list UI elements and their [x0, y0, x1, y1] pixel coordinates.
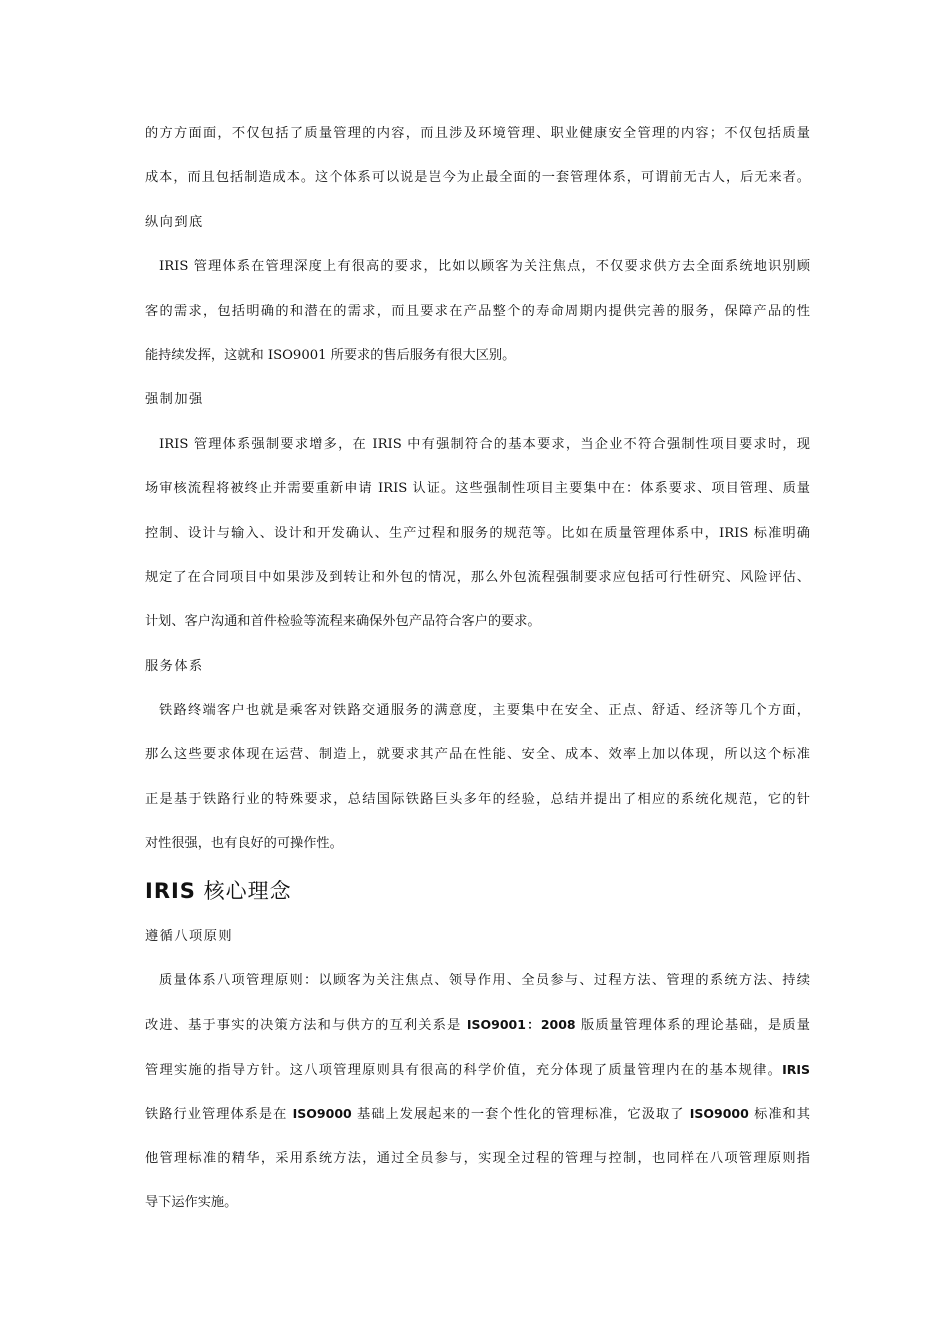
text-run: 改进、基于事实的决策方法和与供方的互利关系是 — [145, 1018, 467, 1033]
text-run: 铁路行业管理体系是在 — [145, 1107, 293, 1122]
bold-run: ISO9001：2008 — [466, 1017, 576, 1033]
section-title-vertical: 纵向到底 — [145, 214, 204, 230]
bold-run: ISO9000 — [292, 1106, 352, 1122]
section-title-service: 服务体系 — [145, 658, 204, 674]
paragraph-line: 的方方面面，不仅包括了质量管理的内容，而且涉及环境管理、职业健康安全管理的内容；不仅包括质量 — [145, 126, 810, 141]
paragraph-line: 那么这些要求体现在运营、制造上，就要求其产品在性能、安全、成本、效率上加以体现，所以这个标准 — [145, 747, 810, 763]
paragraph-line: 他管理标准的精华，采用系统方法，通过全员参与，实现全过程的管理与控制，也同样在八项管理原则指 — [145, 1150, 810, 1166]
paragraph-line: IRIS 管理体系强制要求增多，在 IRIS 中有强制符合的基本要求，当企业不符合强制性项目要求时，现 — [159, 436, 810, 452]
bold-run: ISO9000 — [689, 1106, 749, 1122]
paragraph-line: 正是基于铁路行业的特殊要求，总结国际铁路巨头多年的经验，总结并提出了相应的系统化规范，它的针 — [145, 791, 810, 807]
paragraph-line — [145, 1062, 810, 1077]
text-run: 版质量管理体系的理论基础，是质量 — [575, 1018, 810, 1033]
document-page — [145, 126, 810, 1239]
paragraph-line — [145, 1017, 810, 1032]
paragraph-line: 规定了在合同项目中如果涉及到转让和外包的情况，那么外包流程强制要求应包括可行性研究、风险评估、 — [145, 569, 810, 585]
bold-run: IRIS — [782, 1061, 810, 1077]
paragraph-line: 导下运作实施。 — [145, 1194, 238, 1210]
section-title-principles: 遵循八项原则 — [145, 928, 234, 944]
section-heading — [145, 879, 810, 903]
paragraph-line: 能持续发挥，这就和 ISO9001 所要求的售后服务有很大区别。 — [145, 347, 516, 363]
section-title-mandatory: 强制加强 — [145, 392, 204, 408]
paragraph-line: IRIS 管理体系在管理深度上有很高的要求，比如以顾客为关注焦点，不仅要求供方去全面系统地识别顾 — [159, 259, 810, 275]
paragraph-line: 客的需求，包括明确的和潜在的需求，而且要求在产品整个的寿命周期内提供完善的服务，保障产品的性 — [145, 303, 810, 319]
paragraph-line: 计划、客户沟通和首件检验等流程来确保外包产品符合客户的要求。 — [145, 614, 541, 630]
paragraph-line: 铁路终端客户也就是乘客对铁路交通服务的满意度，主要集中在安全、正点、舒适、经济等几个方面， — [159, 703, 810, 719]
text-run: 基础上发展起来的一套个性化的管理标准，它汲取了 — [351, 1107, 690, 1122]
heading-text: 核心理念 — [203, 878, 292, 903]
paragraph-line: 对性很强，也有良好的可操作性。 — [145, 836, 343, 852]
paragraph-line: 成本，而且包括制造成本。这个体系可以说是岂今为止最全面的一套管理体系，可谓前无古人，后无来者。 — [145, 170, 810, 186]
paragraph-line: 控制、设计与输入、设计和开发确认、生产过程和服务的规范等。比如在质量管理体系中，IRIS 标准明确 — [145, 525, 810, 541]
text-run: 标准和其 — [748, 1107, 810, 1122]
text-run: 管理实施的指导方针。这八项管理原则具有很高的科学价值，充分体现了质量管理内在的基本规律。 — [145, 1062, 783, 1077]
paragraph-line — [145, 1106, 810, 1121]
paragraph-line: 质量体系八项管理原则：以顾客为关注焦点、领导作用、全员参与、过程方法、管理的系统方法、持续 — [159, 973, 810, 989]
heading-latin: IRIS — [145, 878, 196, 903]
paragraph-line: 场审核流程将被终止并需要重新申请 IRIS 认证。这些强制性项目主要集中在：体系要求、项目管理、质量 — [145, 481, 810, 497]
